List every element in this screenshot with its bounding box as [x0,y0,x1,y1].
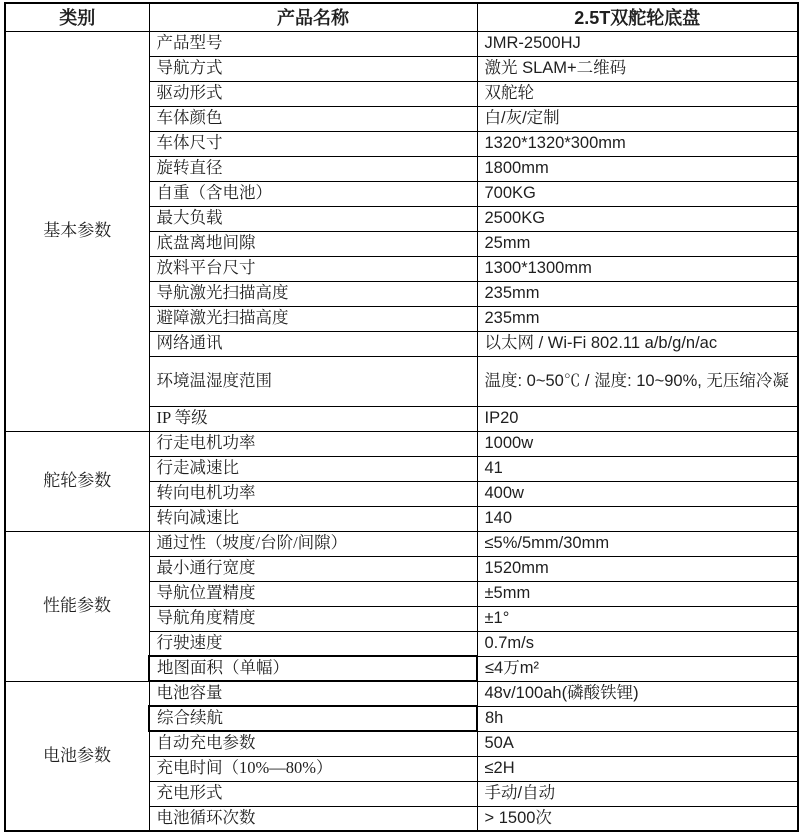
spec-value: 1320*1320*300mm [477,131,798,156]
spec-table-header [5,3,798,31]
spec-value: > 1500次 [477,806,798,831]
spec-value: 41 [477,456,798,481]
spec-value: 1300*1300mm [477,256,798,281]
spec-label: 自动充电参数 [149,731,477,756]
spec-label: 行走减速比 [149,456,477,481]
spec-label: 网络通讯 [149,331,477,356]
spec-label: 电池容量 [149,681,477,706]
spec-value: ≤5%/5mm/30mm [477,531,798,556]
spec-value: ±1° [477,606,798,631]
spec-label: 充电时间（10%—80%） [149,756,477,781]
header-product-value: 2.5T双舵轮底盘 [477,3,798,31]
spec-value: 1520mm [477,556,798,581]
spec-value: 1000w [477,431,798,456]
spec-label: 导航角度精度 [149,606,477,631]
spec-value: 白/灰/定制 [477,106,798,131]
spec-label: 通过性（坡度/台阶/间隙） [149,531,477,556]
spec-label: 避障激光扫描高度 [149,306,477,331]
header-category: 类别 [5,3,149,31]
spec-label: 旋转直径 [149,156,477,181]
spec-value: 140 [477,506,798,531]
spec-label: 充电形式 [149,781,477,806]
spec-label: 产品型号 [149,31,477,56]
spec-table [4,2,799,832]
spec-label: 地图面积（单幅） [149,656,477,681]
spec-value: ≤2H [477,756,798,781]
spec-label: 电池循环次数 [149,806,477,831]
spec-label: IP 等级 [149,406,477,431]
spec-label: 环境温湿度范围 [149,356,477,406]
category-cell: 性能参数 [5,531,149,681]
category-cell: 基本参数 [5,31,149,431]
spec-table-body [5,31,798,831]
spec-label: 放料平台尺寸 [149,256,477,281]
spec-label: 车体颜色 [149,106,477,131]
spec-value: 400w [477,481,798,506]
spec-row [5,531,798,556]
spec-value: ≤4万m² [477,656,798,681]
spec-label: 驱动形式 [149,81,477,106]
category-cell: 舵轮参数 [5,431,149,531]
spec-value: 48v/100ah(磷酸铁锂) [477,681,798,706]
spec-value: IP20 [477,406,798,431]
spec-label: 行驶速度 [149,631,477,656]
spec-value: 双舵轮 [477,81,798,106]
spec-value: 700KG [477,181,798,206]
spec-value: 0.7m/s [477,631,798,656]
spec-label: 行走电机功率 [149,431,477,456]
spec-label: 转向减速比 [149,506,477,531]
spec-label: 导航方式 [149,56,477,81]
header-row [5,3,798,31]
spec-label: 最小通行宽度 [149,556,477,581]
spec-value: 235mm [477,281,798,306]
spec-label: 车体尺寸 [149,131,477,156]
spec-value: 激光 SLAM+二维码 [477,56,798,81]
spec-label: 自重（含电池） [149,181,477,206]
spec-value: 手动/自动 [477,781,798,806]
spec-label: 综合续航 [149,706,477,731]
header-product-name: 产品名称 [149,3,477,31]
spec-value: 1800mm [477,156,798,181]
spec-value: 以太网 / Wi-Fi 802.11 a/b/g/n/ac [477,331,798,356]
spec-label: 导航激光扫描高度 [149,281,477,306]
spec-label: 最大负载 [149,206,477,231]
spec-value: 235mm [477,306,798,331]
spec-value: ±5mm [477,581,798,606]
spec-label: 导航位置精度 [149,581,477,606]
spec-row [5,31,798,56]
spec-value: 50A [477,731,798,756]
spec-value: 8h [477,706,798,731]
spec-row [5,431,798,456]
spec-label: 转向电机功率 [149,481,477,506]
spec-label: 底盘离地间隙 [149,231,477,256]
spec-value: 2500KG [477,206,798,231]
spec-row [5,681,798,706]
spec-value: 温度: 0~50℃ / 湿度: 10~90%, 无压缩冷凝 [477,356,798,406]
category-cell: 电池参数 [5,681,149,831]
spec-value: JMR-2500HJ [477,31,798,56]
spec-value: 25mm [477,231,798,256]
